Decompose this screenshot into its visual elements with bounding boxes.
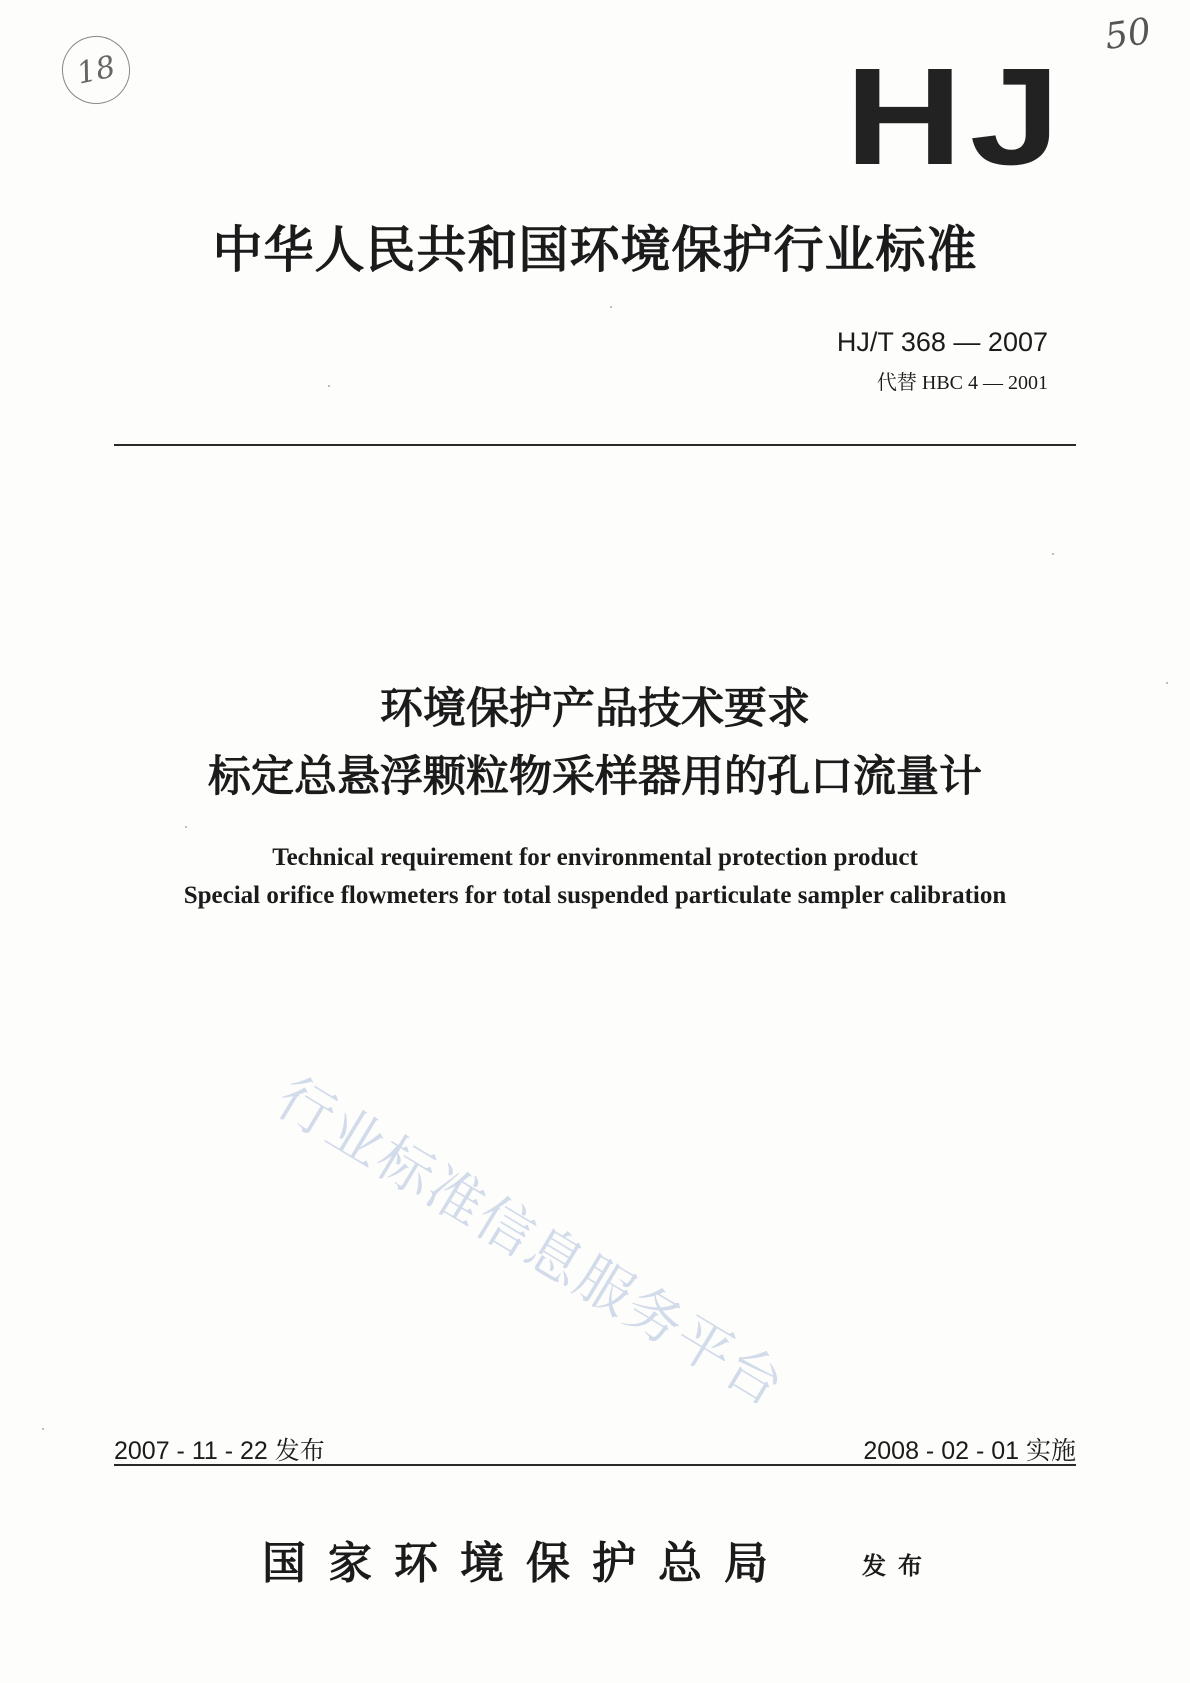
header-divider [114, 444, 1076, 446]
footer-divider [114, 1464, 1076, 1466]
scan-speck [185, 826, 187, 828]
replaces-standard: 代替 HBC 4 — 2001 [876, 372, 1048, 394]
publish-label: 发布 [862, 1551, 934, 1580]
issue-date: 2007 - 11 - 22 发布 [114, 1437, 325, 1465]
watermark-text: 行业标准信息服务平台 [265, 1065, 796, 1420]
scan-speck [1166, 682, 1168, 684]
standard-number: HJ/T 368 — 2007 [836, 327, 1048, 357]
chinese-title-line-2: 标定总悬浮颗粒物采样器用的孔口流量计 [208, 752, 982, 802]
handwritten-page-number: 50 [1102, 11, 1154, 58]
implementation-date: 2008 - 02 - 01 实施 [863, 1437, 1076, 1465]
chinese-title-line-1: 环境保护产品技术要求 [380, 684, 810, 734]
scan-speck [610, 306, 612, 308]
hj-logo: HJ [845, 40, 1068, 194]
scan-speck [1052, 553, 1054, 555]
scan-speck [328, 385, 330, 387]
handwritten-circled-number [56, 30, 137, 111]
publisher-name: 国家环境保护总局 [262, 1538, 790, 1589]
scan-speck [42, 1428, 44, 1430]
standard-category-title: 中华人民共和国环境保护行业标准 [212, 221, 978, 279]
english-title-line-1: Technical requirement for environmental protection product [272, 844, 918, 871]
english-title-line-2: Special orifice flowmeters for total suspended particulate sampler calibration [183, 882, 1007, 909]
handwritten-left-text: 18 [73, 48, 119, 92]
